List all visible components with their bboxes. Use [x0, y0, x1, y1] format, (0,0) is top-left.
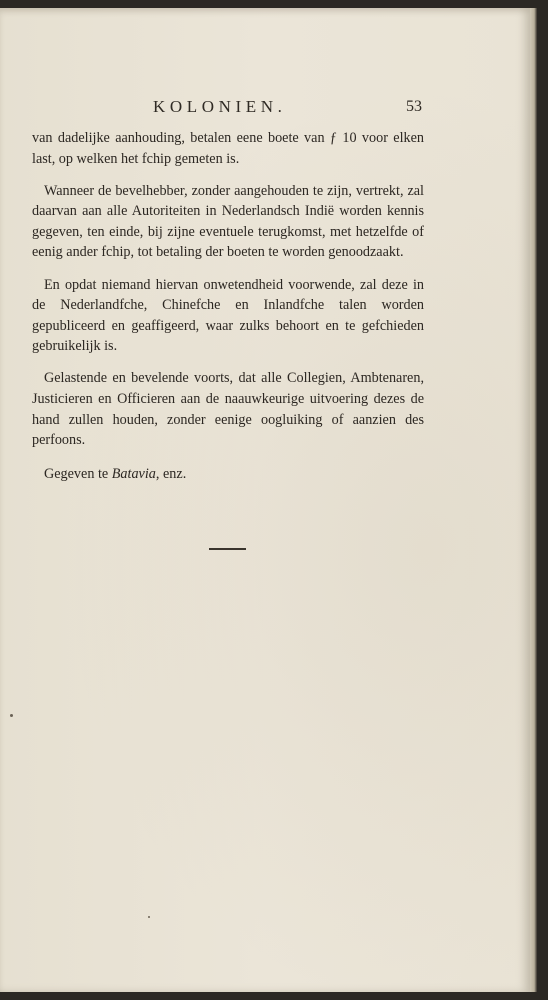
page-edge	[530, 8, 537, 992]
section-end-rule	[209, 548, 246, 550]
body-text	[32, 128, 424, 496]
paragraph-2: Wanneer de bevelhebber, zonder aangehouden te zijn, vertrekt, zal daarvan aan alle Autoriteiten in Nederlandsch Indië worden kennis gegeven, ten einde, bij zijne eventuele terugkomst, met hetzelfde of eenig ander fchip, tot betaling der boeten te worden genoodzaakt.	[32, 182, 424, 261]
page-header	[0, 97, 530, 119]
paragraph-4: Gelastende en bevelende voorts, dat alle Collegien, Ambtenaren, Justicieren en Officieren aan de naauwkeurige uitvoering dezes de hand zullen houden, zonder eenige oogluiking of aanzien des perfoons.	[32, 370, 424, 449]
book-page	[0, 8, 530, 992]
closing-place: Batavia	[111, 465, 156, 482]
paragraph-1: van dadelijke aanhouding, betalen eene boete van ƒ 10 voor elken last, op welken het fchip gemeten is.	[32, 130, 424, 167]
closing-suffix: , enz.	[155, 465, 187, 482]
paper-speck	[10, 714, 13, 717]
closing-line	[32, 464, 424, 485]
running-title: KOLONIEN.	[153, 97, 287, 116]
paper-speck	[148, 916, 150, 918]
page-number: 53	[406, 98, 422, 115]
paragraph-3: En opdat niemand hiervan onwetendheid voorwende, zal deze in de Nederlandfche, Chinefche en Inlandfche talen worden gepubliceerd en geaffigeerd, waar zulks behoort en te gefchieden gebruikelijk is.	[32, 276, 424, 355]
closing-prefix: Gegeven te	[44, 465, 112, 482]
